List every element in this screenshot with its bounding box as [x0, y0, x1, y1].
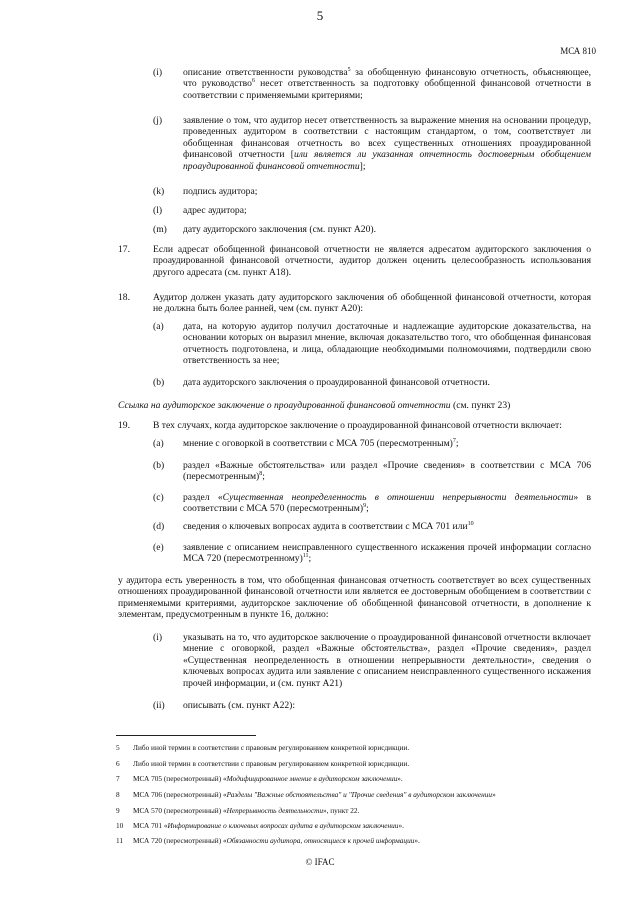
standard-code: МСА 810 — [560, 46, 596, 56]
item-l-label: (l) — [153, 205, 163, 216]
item-j-label: (j) — [153, 115, 163, 126]
item-19-ii-label: (ii) — [153, 700, 165, 711]
item-j-text: заявление о том, что аудитор несет ответственность за выражение мнения на основании процедур, проведенных аудитором в соответствии с настоящим стандартом, о том, соответствует ли обобщенная финансовая отчетность во всех существенных отношениях проаудированной финансовой отчетности [или является ли указанная отчетность достоверным обобщением проаудированной финансовой отчетности]; — [183, 115, 591, 172]
item-19c-text: раздел «Существенная неопределенность в отношении непрерывности деятельности» в соответствии с МСА 570 (пересмотренным)$^9$; — [183, 492, 591, 515]
item-m-text: дату аудиторского заключения (см. пункт А20). — [183, 224, 376, 235]
item-19d-text: сведения о ключевых вопросах аудита в соответствии с МСА 701 или$^{10}$ — [183, 521, 474, 532]
section-heading: Ссылка на аудиторское заключение о проаудированной финансовой отчетности (см. пункт 23) — [118, 400, 511, 411]
item-k-text: подпись аудитора; — [183, 186, 258, 197]
item-m-label: (m) — [153, 224, 167, 235]
copyright-footer: © IFAC — [305, 857, 335, 867]
item-l-text: адрес аудитора; — [183, 205, 247, 216]
item-19b-label: (b) — [153, 460, 165, 471]
item-18b-label: (b) — [153, 377, 165, 388]
item-19-ii-text: описывать (см. пункт А22): — [183, 700, 296, 711]
item-19-i-text: указывать на то, что аудиторское заключение о проаудированной финансовой отчетности включает мнение с оговоркой, раздел «Важные обстоятельства», раздел «Прочие сведения», раздел «Существенная неопределенность в отношении непрерывности деятельности», сведения о ключевых вопросах аудита или заявление с описанием неисправленного существенного искажения прочей информации, и (см. пункт А21) — [183, 632, 591, 689]
item-18a-text: дата, на которую аудитор получил достаточные и надлежащие аудиторские доказательства, на основании которых он выразил мнение, включая доказательство того, что обобщенная финансовая отчетность подготовлена, и лица, обладающие необходимыми полномочиями, подтвердили свою ответственность за нее; — [183, 321, 591, 367]
item-18a-label: (a) — [153, 321, 164, 332]
item-i-label: (i) — [153, 67, 163, 78]
item-k-label: (k) — [153, 186, 165, 197]
item-19e-text: заявление с описанием неисправленного существенного искажения прочей информации согласно МСА 720 (пересмотренному)$^{11}$; — [183, 542, 591, 565]
item-19-i-label: (i) — [153, 632, 163, 643]
item-18b-text: дата аудиторского заключения о проаудированной финансовой отчетности. — [183, 377, 490, 388]
item-19d-label: (d) — [153, 521, 165, 532]
item-19e-label: (e) — [153, 542, 164, 553]
item-19c-label: (c) — [153, 492, 164, 503]
page-number: 5 — [316, 8, 324, 23]
paragraph-18-number: 18. — [118, 292, 130, 303]
paragraph-18-text: Аудитор должен указать дату аудиторского заключения об обобщенной финансовой отчетности, которая не должна быть более ранней, чем (см. пункт А20): — [153, 292, 591, 315]
paragraph-19-text: В тех случаях, когда аудиторское заключение о проаудированной финансовой отчетности включает: — [153, 420, 562, 431]
item-19b-text: раздел «Важные обстоятельства» или раздел «Прочие сведения» в соответствии с МСА 706 (пересмотренным)$^8$; — [183, 460, 591, 483]
continuation-text: у аудитора есть уверенность в том, что обобщенная финансовая отчетность соответствует во всех существенных отношениях проаудированной финансовой отчетности или является ее достоверным обобщением в соответствии с применяемыми критериями, аудиторское заключение об обобщенной финансовой отчетности, в дополнение к элементам, предусмотренным в пункте 16, должно: — [118, 575, 591, 621]
item-i-text: описание ответственности руководства$^5$ за обобщенную финансовую отчетность, объясняющее, что руководство$^6$ несет ответственность за подготовку обобщенной финансовой отчетности в соответствии с применяемыми критериями; — [183, 67, 591, 101]
paragraph-17-number: 17. — [118, 244, 130, 255]
item-19a-label: (a) — [153, 438, 164, 449]
footnote-separator — [116, 735, 256, 736]
paragraph-19-number: 19. — [118, 420, 130, 431]
item-19a-text: мнение с оговоркой в соответствии с МСА 705 (пересмотренным)$^7$; — [183, 438, 459, 449]
paragraph-17-text: Если адресат обобщенной финансовой отчетности не является адресатом аудиторского заключения о проаудированной финансовой отчетности, аудитор должен оценить целесообразность использования другого адресата (см. пункт А18). — [153, 244, 591, 278]
